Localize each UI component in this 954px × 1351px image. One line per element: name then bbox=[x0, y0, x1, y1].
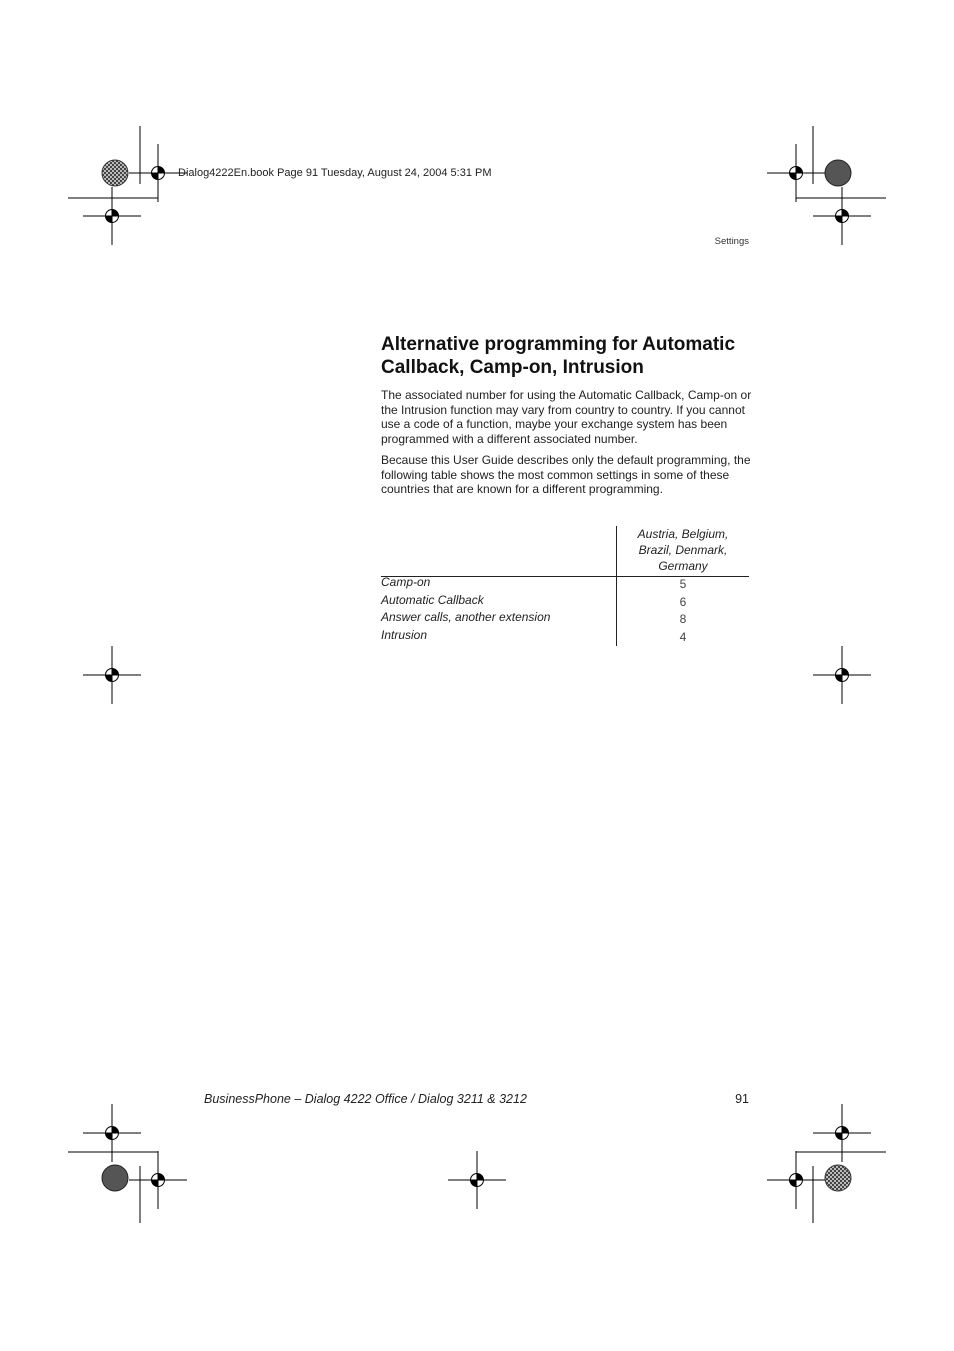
function-code: 4 bbox=[679, 630, 687, 644]
function-code: 8 bbox=[679, 612, 687, 626]
page-number: 91 bbox=[735, 1092, 749, 1106]
country-codes-table bbox=[381, 526, 749, 647]
section-title-line-2: Callback, Camp-on, Intrusion bbox=[381, 357, 644, 378]
section-title bbox=[381, 333, 761, 379]
footer-product-title: BusinessPhone – Dialog 4222 Office / Dialog 3211 & 3212 bbox=[204, 1092, 527, 1106]
column-header-line: Austria, Belgium, bbox=[637, 527, 729, 541]
section-title-line-1: Alternative programming for Automatic bbox=[381, 334, 736, 355]
table-row bbox=[381, 628, 749, 646]
default-programming-paragraph: Because this User Guide describes only the default programming, the following table shows the most common settings in some of these countries that are known for a different programming. bbox=[381, 453, 751, 497]
column-header-line: Germany bbox=[658, 559, 708, 573]
running-head: Settings bbox=[714, 236, 749, 247]
intro-paragraph: The associated number for using the Automatic Callback, Camp-on or the Intrusion function may vary from country to country. If you cannot use a code of a function, maybe your exchange system has been programmed with a different associated number. bbox=[381, 388, 752, 446]
book-info-line: Dialog4222En.book Page 91 Tuesday, August 24, 2004 5:31 PM bbox=[178, 167, 492, 179]
column-header-line: Brazil, Denmark, bbox=[638, 543, 728, 557]
function-code: 6 bbox=[679, 595, 687, 609]
table-row bbox=[381, 610, 749, 628]
color-target-icon bbox=[102, 160, 851, 1191]
function-code: 5 bbox=[679, 577, 687, 591]
function-label: Answer calls, another extension bbox=[381, 610, 551, 624]
function-label: Intrusion bbox=[381, 628, 428, 642]
function-label: Automatic Callback bbox=[381, 593, 484, 607]
table-column-header bbox=[617, 526, 749, 574]
table-row bbox=[381, 575, 749, 593]
table-row bbox=[381, 593, 749, 611]
function-label: Camp-on bbox=[381, 575, 431, 589]
